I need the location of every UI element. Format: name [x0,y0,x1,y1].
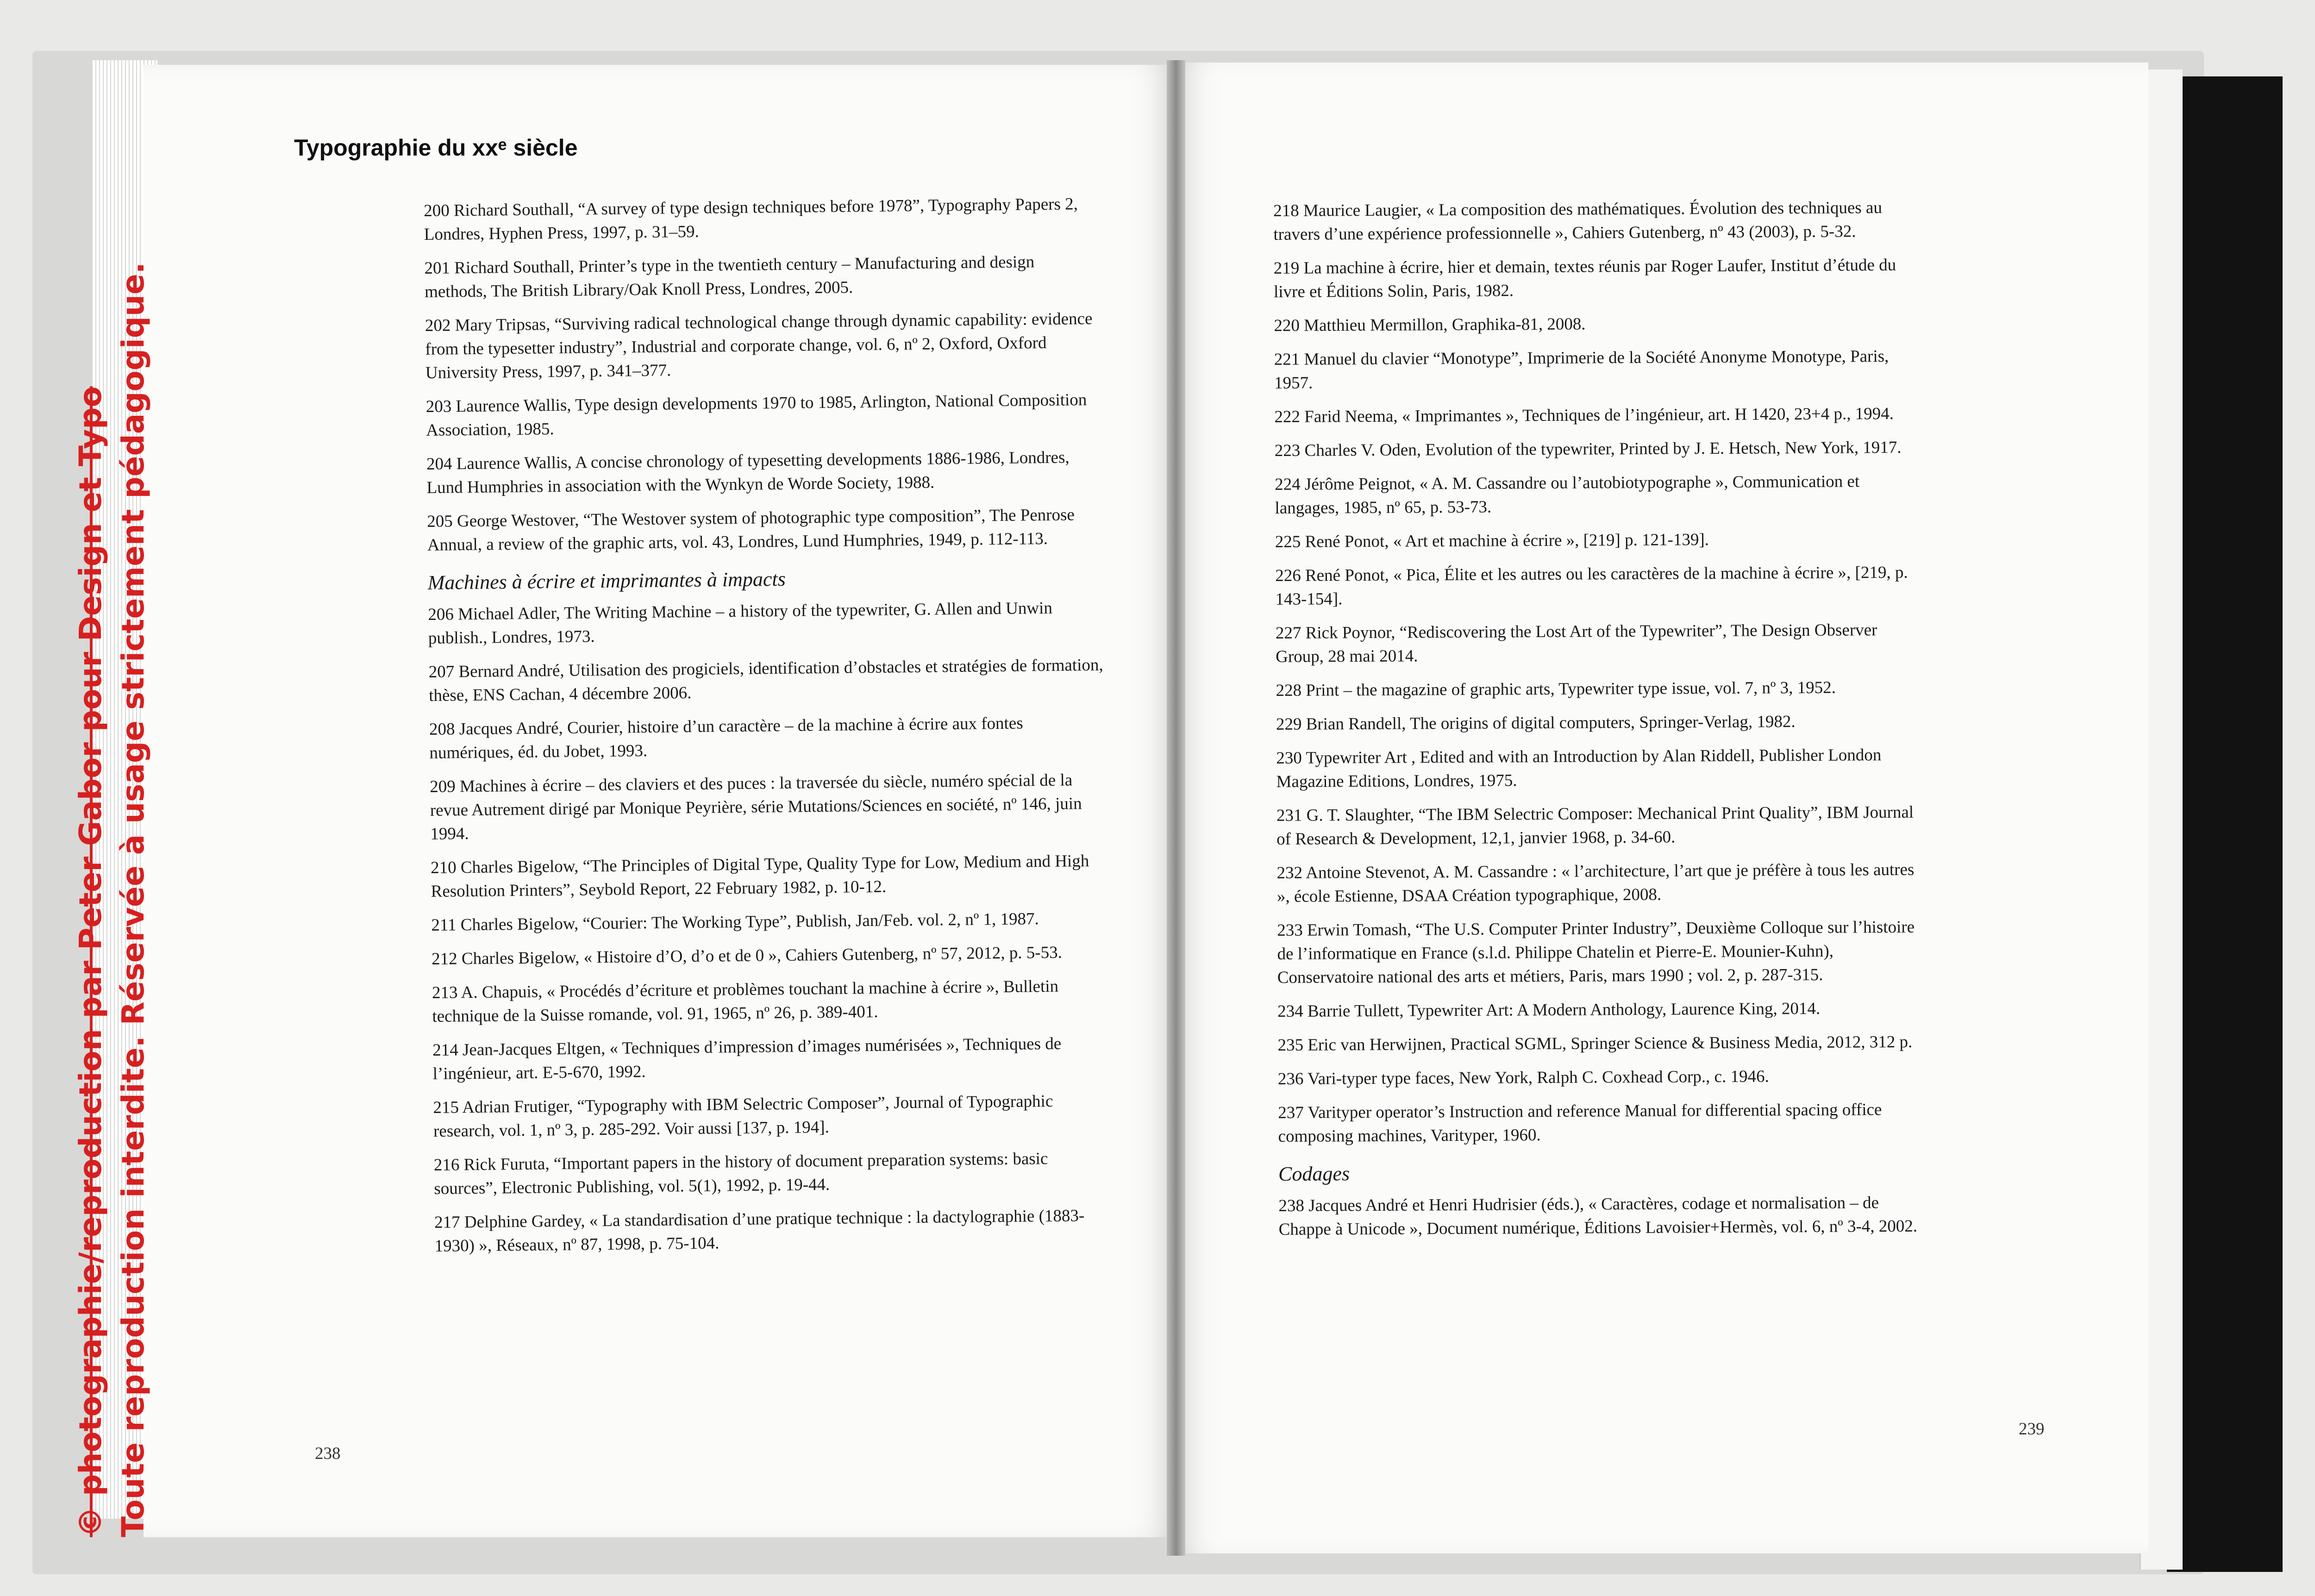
bib-entry: 203 Laurence Wallis, Type design developments 1970 to 1985, Arlington, National Composition Association, 1985. [425,390,1087,440]
bib-entry: 237 Varityper operator’s Instruction and reference Manual for differential spacing office composing machines, Varityper, 1960. [1278,1100,1882,1146]
bib-entry: 233 Erwin Tomash, “The U.S. Computer Printer Industry”, Deuxième Colloque sur l’histoire de l’informatique en France (s.l.d. Philippe Chatelin et Pierre-E. Mounier-Kuhn), Conservatoire national des arts et métiers, Paris, mars 1990 ; vol. 2, p. 287-315. [1277,917,1915,987]
bib-entry: 227 Rick Poynor, “Rediscovering the Lost Art of the Typewriter”, The Design Observer Group, 28 mai 2014. [1275,620,1877,666]
bib-entry: 238 Jacques André et Henri Hudrisier (éds.), « Caractères, codage et normalisation – de Chappe à Unicode », Document numérique, Éditions Lavoisier+Hermès, vol. 6, nº 3-4, 2002. [1278,1193,1918,1239]
bib-entry: 212 Charles Bigelow, « Histoire d’O, d’o et de 0 », Cahiers Gutenberg, nº 57, 2012, p. 5-53. [431,943,1063,969]
watermark-line-1: © photographie/reproduction par Peter Gabor pour Design et Typo [73,386,108,1537]
bib-entry: 236 Vari-typer type faces, New York, Ralph C. Coxhead Corp., c. 1946. [1277,1067,1769,1089]
section-subheading: Machines à écrire et imprimantes à impacts [427,567,786,594]
bib-entry: 207 Bernard André, Utilisation des progiciels, identification d’obstacles et stratégies de formation, thèse, ENS Cachan, 4 décembre 2006. [428,655,1103,705]
bib-entry: 209 Machines à écrire – des claviers et des puces : la traversée du siècle, numéro spécial de la revue Autrement dirigé par Monique Peyrière, série Mutations/Sciences en société, nº 146, juin 1994. [430,770,1082,844]
bib-entry: 202 Mary Tripsas, “Surviving radical technological change through dynamic capability: evidence from the typesetter industry”, Industrial and corporate change, vol. 6, nº 2, Oxford, Oxford University Press, 1997, p. 341–377. [425,309,1093,382]
bib-entry: 235 Eric van Herwijnen, Practical SGML, Springer Science & Business Media, 2012, 312 p. [1277,1032,1913,1055]
bib-entry: 219 La machine à écrire, hier et demain, textes réunis par Roger Laufer, Institut d’étude du livre et Éditions Solin, Paris, 1982. [1273,255,1896,301]
bib-entry: 226 René Ponot, « Pica, Élite et les autres ou les caractères de la machine à écrire », [219, p. 143-154]. [1275,563,1908,609]
book-cover-edge [2167,76,2283,1572]
bib-entry: 205 George Westover, “The Westover system of photographic type composition”, The Penrose Annual, a review of the graphic arts, vol. 43, Londres, Lund Humphries, 1949, p. 112-113. [427,505,1075,555]
right-bibliography-column [1273,196,1932,1252]
watermark-line-2: Toute reproduction interdite. Réservée à usage strictement pédagogique. [115,262,151,1537]
bib-entry: 224 Jérôme Peignot, « A. M. Cassandre ou l’autobiotypographe », Communication et langages, 1985, nº 65, p. 53-73. [1275,472,1860,518]
bib-entry: 217 Delphine Gardey, « La standardisation d’une pratique technique : la dactylographie (1883-1930) », Réseaux, nº 87, 1998, p. 75-104. [434,1206,1085,1256]
bib-entry: 214 Jean-Jacques Eltgen, « Techniques d’impression d’images numérisées », Techniques de l’ingénieur, art. E-5-670, 1992. [432,1034,1062,1083]
bib-entry: 213 A. Chapuis, « Procédés d’écriture et problèmes touchant la machine à écrire », Bulletin technique de la Suisse romande, vol. 91, 1965, nº 26, p. 389-401. [432,976,1059,1026]
bib-entry: 228 Print – the magazine of graphic arts, Typewriter type issue, vol. 7, nº 3, 1952. [1276,678,1836,700]
bib-entry: 210 Charles Bigelow, “The Principles of Digital Type, Quality Type for Low, Medium and High Resolution Printers”, Seybold Report, 22 February 1982, p. 10-12. [430,851,1089,901]
bib-entry: 216 Rick Furuta, “Important papers in the history of document preparation systems: basic sources”, Electronic Publishing, vol. 5(1), 1992, p. 19-44. [433,1149,1048,1198]
bib-entry: 221 Manuel du clavier “Monotype”, Imprimerie de la Société Anonyme Monotype, Paris, 1957. [1274,347,1889,393]
bib-entry: 208 Jacques André, Courier, histoire d’un caractère – de la machine à écrire aux fontes numériques, éd. du Jobet, 1993. [429,714,1023,763]
bib-entry: 229 Brian Randell, The origins of digital computers, Springer-Verlag, 1982. [1276,712,1796,734]
page-number-right: 239 [2019,1420,2045,1439]
book-gutter [1167,60,1185,1556]
bib-entry: 218 Maurice Laugier, « La composition des mathématiques. Évolution des techniques au travers d’une expérience professionnelle », Cahiers Gutenberg, nº 43 (2003), p. 5-32. [1273,198,1882,244]
bib-entry: 223 Charles V. Oden, Evolution of the typewriter, Printed by J. E. Hetsch, New York, 1917. [1274,438,1902,460]
bib-entry: 215 Adrian Frutiger, “Typography with IBM Selectric Composer”, Journal of Typographic research, vol. 1, nº 3, p. 285-292. Voir aussi [137, p. 194]. [433,1091,1053,1141]
bib-entry: 201 Richard Southall, Printer’s type in the twentieth century – Manufacturing and design methods, The British Library/Oak Knoll Press, Londres, 2005. [424,252,1035,301]
bib-entry: 234 Barrie Tullett, Typewriter Art: A Modern Anthology, Laurence King, 2014. [1277,999,1821,1021]
bib-entry: 220 Matthieu Mermillon, Graphika-81, 2008. [1274,314,1586,335]
left-bibliography-column [424,192,1111,1268]
copyright-watermark [69,262,155,1537]
page-number-left: 238 [315,1444,341,1463]
bib-entry: 230 Typewriter Art , Edited and with an Introduction by Alan Riddell, Publisher London Magazine Editions, Londres, 1975. [1276,745,1882,791]
bib-entry: 231 G. T. Slaughter, “The IBM Selectric Composer: Mechanical Print Quality”, IBM Journal of Research & Development, 12,1, janvier 1968, p. 34-60. [1276,802,1914,849]
bib-entry: 200 Richard Southall, “A survey of type design techniques before 1978”, Typography Papers 2, Londres, Hyphen Press, 1997, p. 31–59. [424,194,1078,244]
bib-entry: 225 René Ponot, « Art et machine à écrire », [219] p. 121-139]. [1275,530,1709,551]
bib-entry: 232 Antoine Stevenot, A. M. Cassandre : « l’architecture, l’art que je préfère à tous les autres », école Estienne, DSAA Création typographique, 2008. [1276,860,1915,906]
bib-entry: 206 Michael Adler, The Writing Machine – a history of the typewriter, G. Allen and Unwin publish., Londres, 1973. [428,598,1053,648]
bib-entry: 211 Charles Bigelow, “Courier: The Working Type”, Publish, Jan/Feb. vol. 2, nº 1, 1987. [431,909,1039,935]
bib-entry: 204 Laurence Wallis, A concise chronology of typesetting developments 1886-1986, Londres, Lund Humphries in association with the Wynkyn de Worde Society, 1988. [426,448,1070,497]
bib-entry: 222 Farid Neema, « Imprimantes », Techniques de l’ingénieur, art. H 1420, 23+4 p., 1994. [1274,404,1894,426]
running-head: Typographie du xxᵉ siècle [294,135,578,161]
section-subheading: Codages [1278,1162,1350,1185]
